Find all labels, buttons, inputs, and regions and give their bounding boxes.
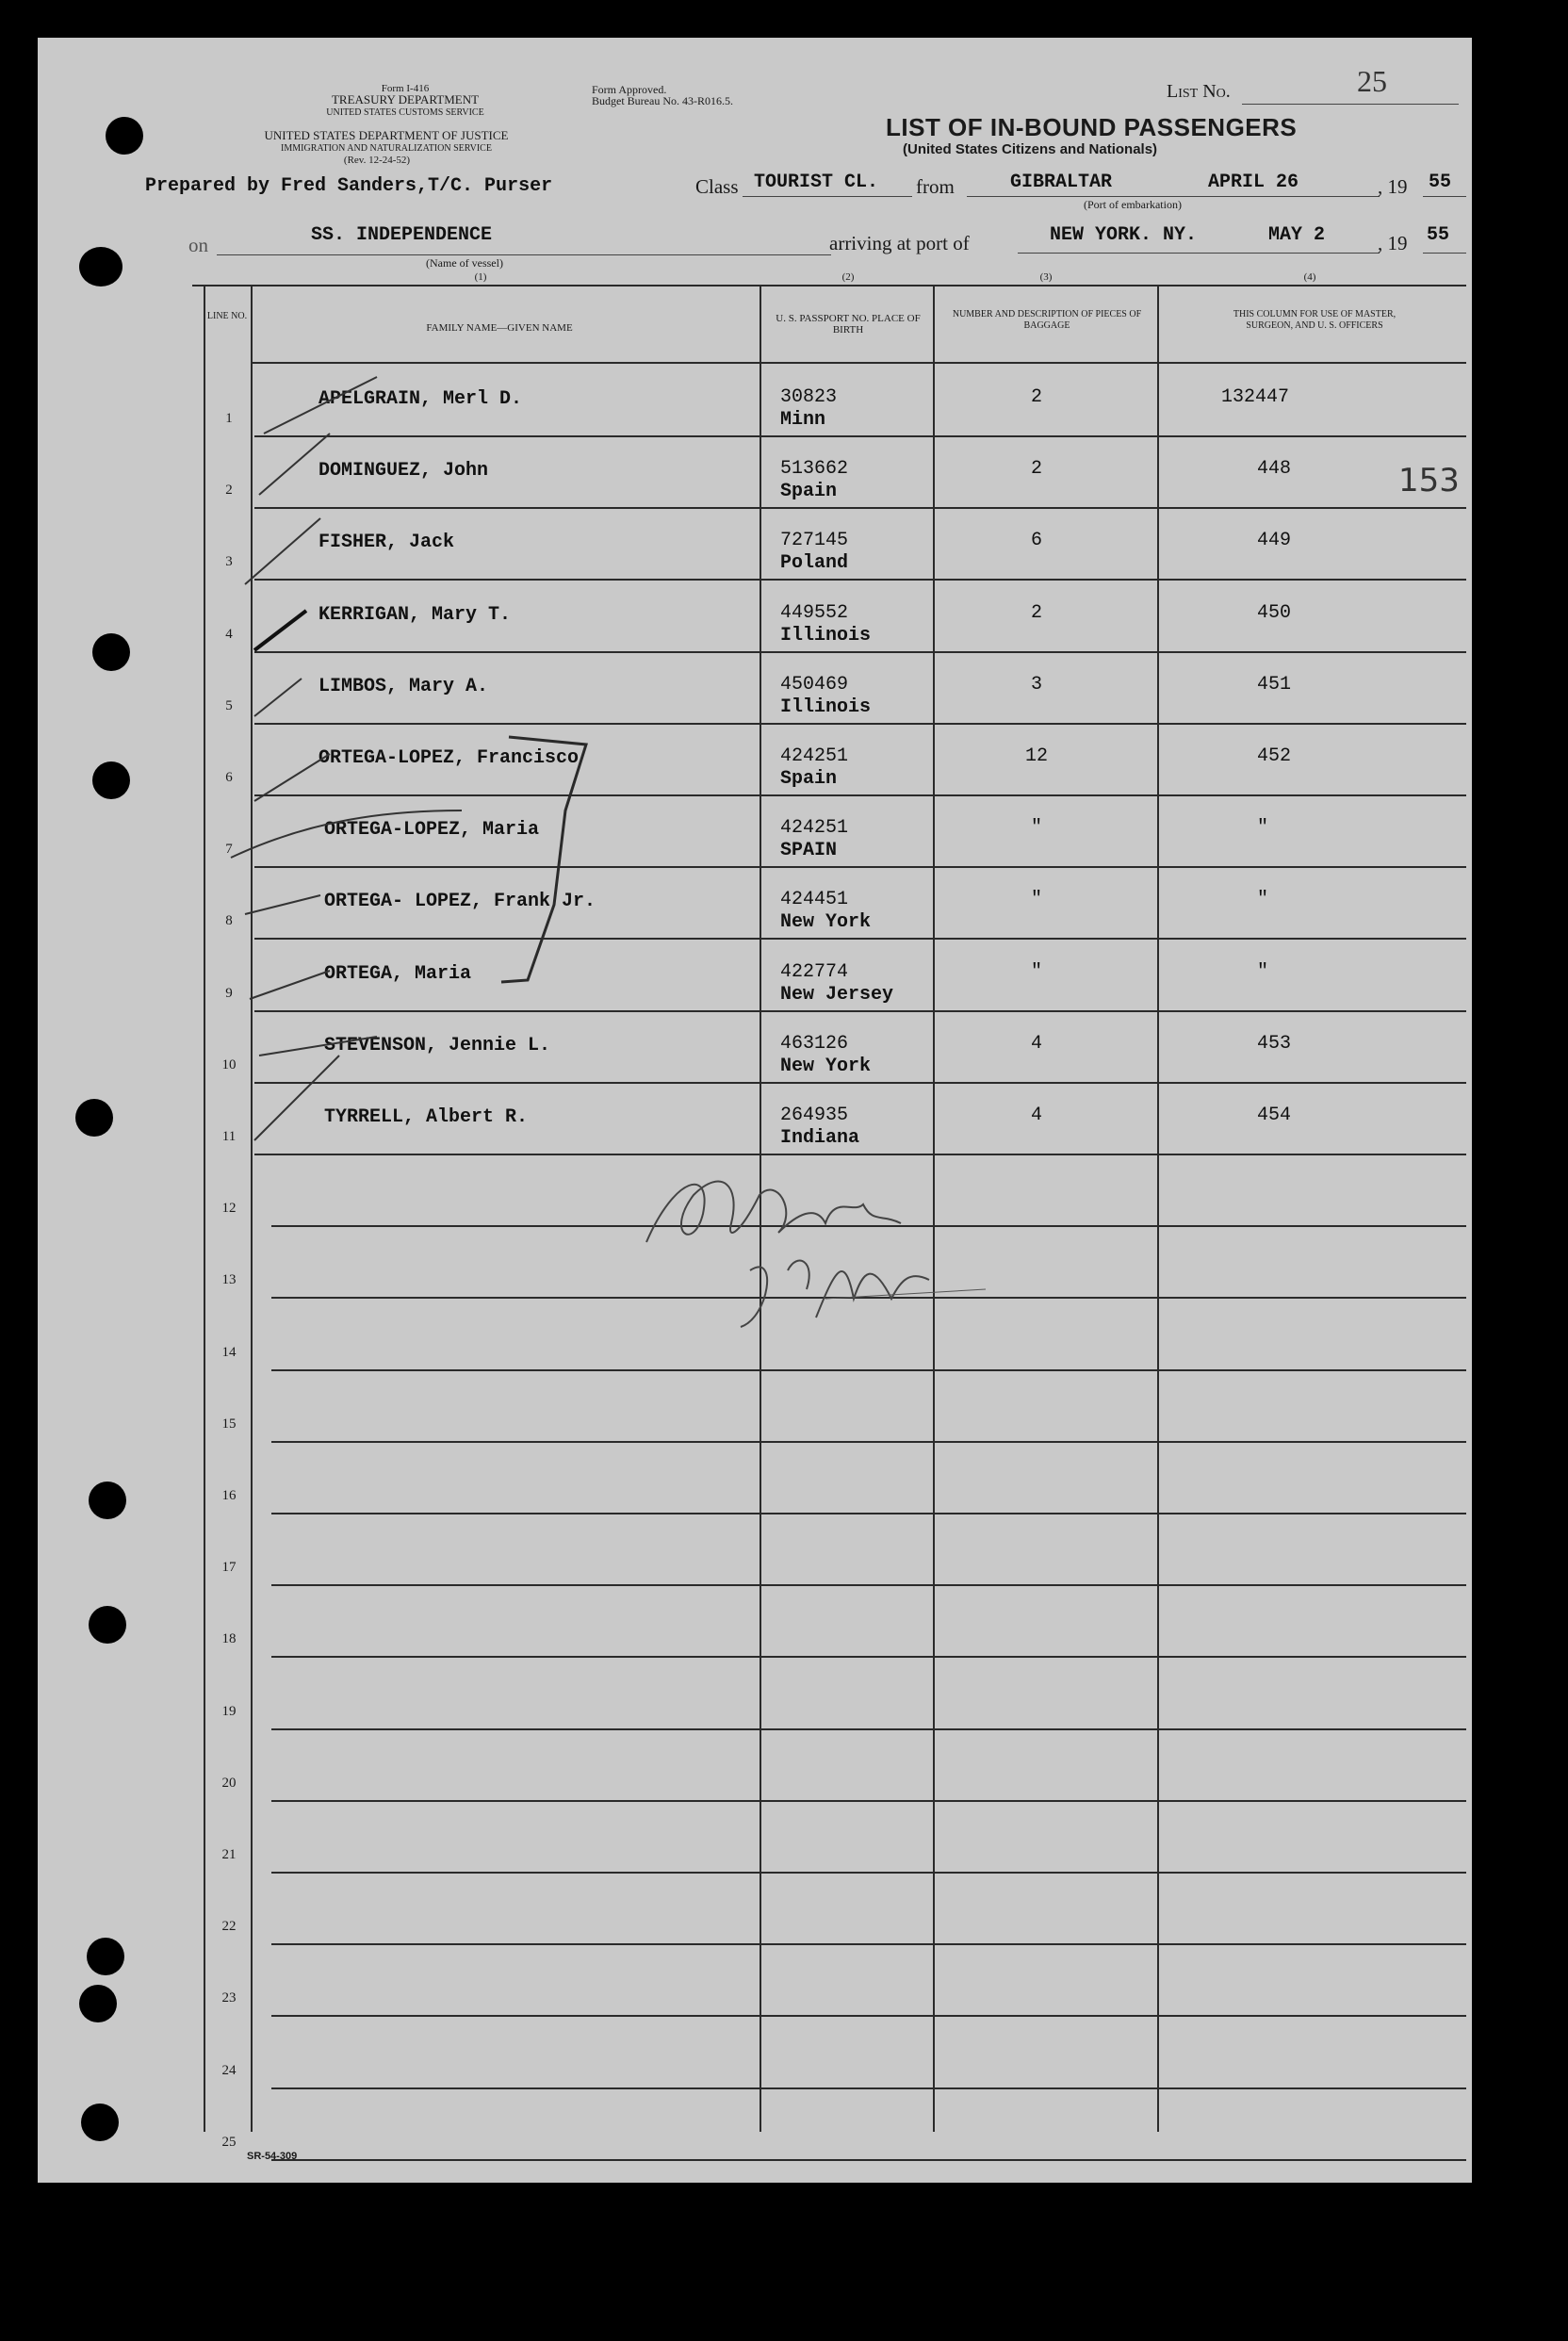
class-line (743, 196, 912, 197)
year-prefix-2: , 19 (1378, 232, 1408, 254)
passport-number: 424251 (780, 745, 849, 767)
vessel-name: SS. INDEPENDENCE (311, 224, 493, 246)
row-line (271, 1800, 1466, 1802)
baggage-count: 6 (1030, 530, 1042, 552)
baggage-column-divider (1157, 286, 1159, 2132)
place-of-birth: New York (780, 911, 872, 934)
baggage-count: 4 (1030, 1032, 1042, 1055)
budget-bureau-number: Budget Bureau No. 43-R016.5. (592, 94, 733, 107)
class-value: TOURIST CL. (754, 172, 879, 193)
officer-number: 449 (1257, 530, 1292, 552)
passport-number: 30823 (780, 386, 838, 408)
punch-hole (79, 1985, 117, 2022)
punch-hole (106, 117, 143, 155)
row-line (271, 1872, 1466, 1874)
passenger-name: FISHER, Jack (318, 532, 455, 554)
on-label: on (188, 234, 208, 256)
place-of-birth: Spain (780, 768, 838, 790)
row-line (271, 1943, 1466, 1945)
punch-hole (81, 2104, 119, 2141)
line-number: 24 (221, 2062, 237, 2078)
passport-number: 513662 (780, 458, 849, 481)
row-line (271, 1513, 1466, 1514)
punch-hole (75, 1099, 113, 1137)
row-line (271, 1441, 1466, 1443)
list-number-line (1242, 104, 1459, 105)
place-of-birth: New York (780, 1055, 872, 1077)
place-of-birth: Poland (780, 552, 849, 575)
line-number: 3 (225, 554, 233, 570)
embarkation-date: APRIL 26 (1208, 172, 1299, 193)
officer-number: 452 (1257, 745, 1292, 767)
line-number: 17 (221, 1560, 237, 1576)
line-number: 4 (225, 626, 233, 642)
arrival-port: NEW YORK. NY. (1050, 224, 1198, 246)
baggage-count: 12 (1024, 745, 1048, 767)
line-number: 21 (221, 1847, 237, 1862)
row-line (271, 1369, 1466, 1371)
baggage-count: 3 (1030, 673, 1042, 696)
passenger-name: LIMBOS, Mary A. (318, 675, 489, 697)
place-of-birth: Illinois (780, 696, 872, 718)
passport-number: 450469 (780, 673, 849, 696)
officer-number: 132447 (1221, 386, 1290, 408)
line-number: 19 (221, 1703, 237, 1719)
page-title: LIST OF IN-BOUND PASSENGERS (886, 113, 1298, 141)
passenger-name: DOMINGUEZ, John (318, 460, 489, 483)
passenger-name: APELGRAIN, Merl D. (318, 388, 523, 410)
punch-hole (89, 1482, 126, 1519)
col-header-baggage: NUMBER AND DESCRIPTION OF PIECES OF BAGGAGE (952, 309, 1142, 331)
line-number: 10 (221, 1056, 237, 1072)
form-approved: Form Approved. (592, 83, 667, 96)
vessel-line (217, 254, 831, 255)
row-line (271, 2159, 1466, 2161)
col-header-passport: U. S. PASSPORT NO. PLACE OF BIRTH (776, 313, 921, 336)
punch-hole (87, 1938, 124, 1975)
year-prefix: , 19 (1378, 175, 1408, 198)
baggage-count: 2 (1030, 601, 1042, 624)
year-line (1423, 196, 1466, 197)
line-number: 20 (221, 1775, 237, 1791)
arriving-label: arriving at port of (829, 232, 970, 254)
passport-number: 422774 (780, 960, 849, 983)
officer-number: " (1257, 817, 1269, 840)
place-of-birth: Spain (780, 481, 838, 503)
footer-code: SR-54-309 (247, 2151, 298, 2162)
punch-hole (79, 247, 122, 286)
line-number: 12 (221, 1201, 237, 1217)
baggage-count: 2 (1030, 386, 1042, 408)
col-number-1: (1) (474, 271, 487, 283)
col-header-line: LINE NO. (206, 311, 248, 321)
class-label: Class (695, 175, 739, 198)
line-number: 1 (225, 411, 233, 426)
line-number: 8 (225, 913, 233, 929)
table-top-border (192, 285, 1466, 286)
handwritten-signature (637, 1157, 995, 1346)
prepared-by: Prepared by Fred Sanders,T/C. Purser (145, 175, 553, 197)
punch-hole (92, 633, 130, 671)
port-caption: (Port of embarkation) (1084, 198, 1182, 211)
form-number: Form I-416 (381, 83, 430, 94)
officer-number: 453 (1257, 1032, 1292, 1055)
col-header-name: FAMILY NAME—GIVEN NAME (426, 322, 573, 334)
passenger-name: ORTEGA- LOPEZ, Frank Jr. (324, 891, 596, 913)
officer-number: 454 (1257, 1105, 1292, 1126)
line-number: 11 (221, 1129, 237, 1144)
punch-hole (92, 761, 130, 799)
handwritten-number: 153 (1398, 462, 1460, 499)
table-left-border (204, 286, 205, 2132)
row-line (271, 1584, 1466, 1586)
line-number: 9 (225, 985, 233, 1001)
passport-number: 424451 (780, 889, 849, 911)
baggage-count: 2 (1030, 458, 1042, 481)
officer-number: 450 (1257, 601, 1292, 624)
row-line (271, 2087, 1466, 2089)
col-header-officers: THIS COLUMN FOR USE OF MASTER, SURGEON, AND U. S. OFFICERS (1233, 309, 1396, 331)
passport-number: 449552 (780, 601, 849, 624)
officer-number: 451 (1257, 673, 1292, 696)
from-label: from (916, 175, 955, 198)
tick-marks (217, 358, 594, 1159)
line-number: 7 (225, 842, 233, 858)
line-number: 16 (221, 1488, 237, 1503)
treasury-department: TREASURY DEPARTMENT (331, 92, 480, 106)
arrival-year: 55 (1427, 224, 1450, 246)
line-number: 5 (225, 697, 233, 713)
line-number: 6 (225, 770, 233, 785)
department-of-justice: UNITED STATES DEPARTMENT OF JUSTICE (264, 128, 509, 142)
line-number: 14 (221, 1344, 237, 1360)
line-number: 13 (221, 1272, 237, 1288)
form-revision: (Rev. 12-24-52) (343, 155, 411, 166)
baggage-count: 4 (1030, 1105, 1042, 1126)
baggage-count: " (1030, 960, 1042, 983)
line-number: 25 (221, 2134, 237, 2150)
passenger-name: ORTEGA-LOPEZ, Maria (324, 819, 540, 842)
place-of-birth: Minn (780, 409, 826, 431)
row-line (271, 2015, 1466, 2017)
immigration-service: IMMIGRATION AND NATURALIZATION SERVICE (281, 143, 492, 154)
line-number: 15 (221, 1416, 237, 1432)
officer-number: " (1257, 960, 1269, 983)
place-of-birth: Indiana (780, 1127, 860, 1149)
embarkation-year: 55 (1429, 172, 1452, 193)
list-number-label: List No. (1167, 81, 1231, 102)
place-of-birth: New Jersey (780, 983, 894, 1006)
col-number-2: (2) (841, 271, 855, 283)
list-number: 25 (1357, 64, 1387, 98)
passenger-name: ORTEGA, Maria (324, 962, 472, 985)
row-line (271, 1728, 1466, 1730)
passport-number: 463126 (780, 1032, 849, 1055)
col-number-3: (3) (1039, 271, 1053, 283)
arrival-line (1018, 253, 1380, 254)
from-line (967, 196, 1380, 197)
passenger-name: ORTEGA-LOPEZ, Francisco (318, 747, 580, 769)
baggage-count: " (1030, 889, 1042, 911)
passenger-name: TYRRELL, Albert R. (324, 1106, 529, 1128)
col-number-4: (4) (1303, 271, 1316, 283)
embarkation-port: GIBRALTAR (1010, 172, 1113, 193)
officer-number: 448 (1257, 458, 1292, 481)
passport-number: 424251 (780, 817, 849, 840)
customs-service: UNITED STATES CUSTOMS SERVICE (326, 107, 484, 118)
line-number: 18 (221, 1631, 237, 1647)
place-of-birth: SPAIN (780, 840, 838, 862)
passenger-name: KERRIGAN, Mary T. (318, 603, 512, 626)
place-of-birth: Illinois (780, 624, 872, 647)
arrival-date: MAY 2 (1268, 224, 1326, 246)
passport-number: 264935 (780, 1105, 849, 1126)
punch-hole (89, 1606, 126, 1644)
baggage-count: " (1030, 817, 1042, 840)
line-number: 22 (221, 1919, 237, 1935)
vessel-caption: (Name of vessel) (426, 256, 503, 270)
passport-number: 727145 (780, 530, 849, 552)
page-subtitle: (United States Citizens and Nationals) (903, 141, 1158, 157)
line-number: 23 (221, 1990, 237, 2006)
row-line (271, 1656, 1466, 1658)
passenger-name: STEVENSON, Jennie L. (324, 1034, 551, 1056)
year-line-2 (1423, 253, 1466, 254)
officer-number: " (1257, 889, 1269, 911)
line-number: 2 (225, 483, 233, 499)
